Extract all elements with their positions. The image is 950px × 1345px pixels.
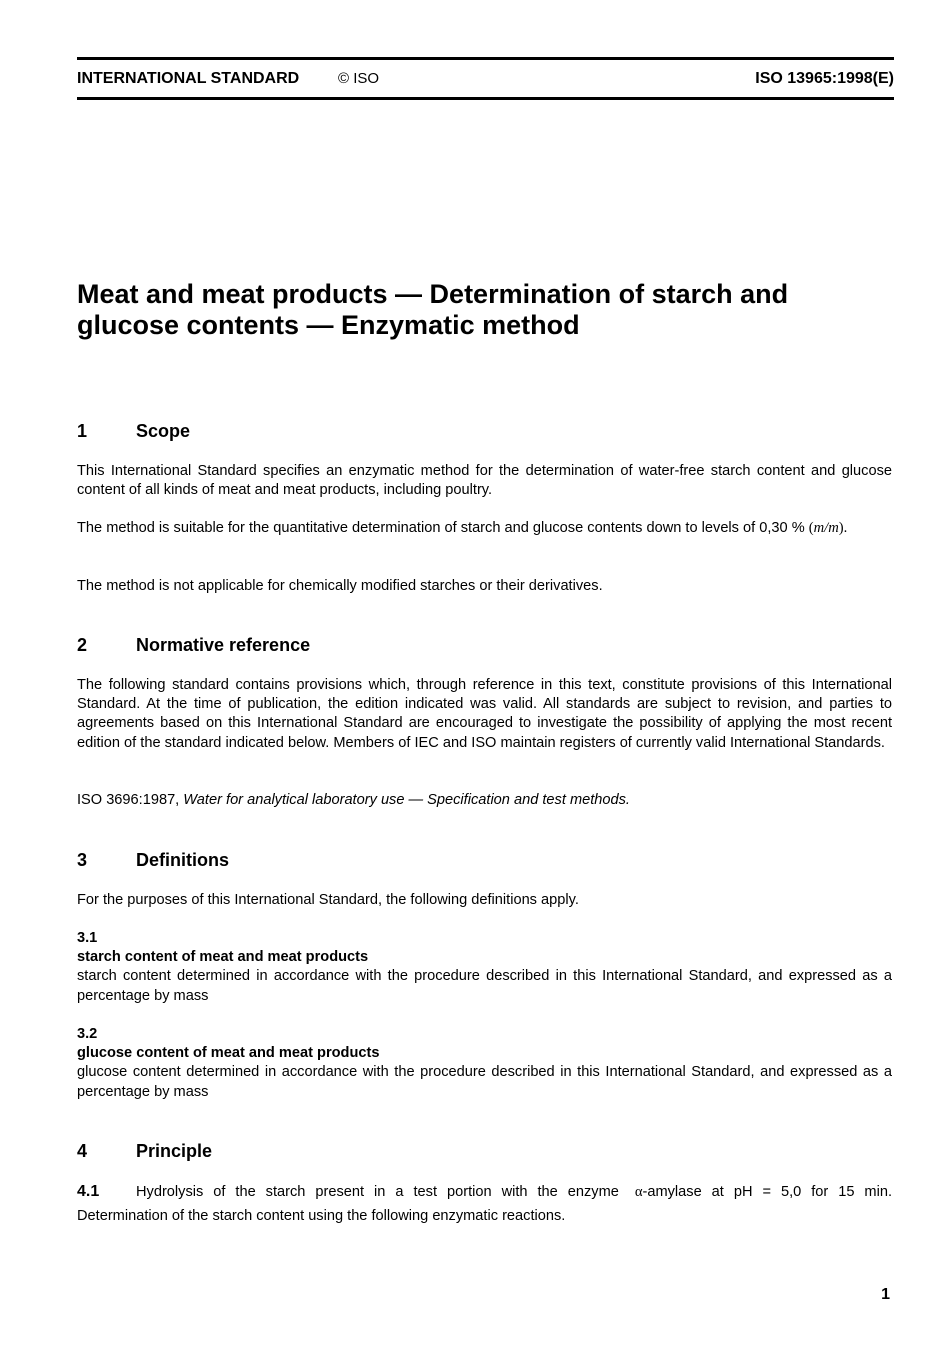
clause-text-a: Hydrolysis of the starch present in a test portion with the enzyme [136,1184,629,1200]
section-title: Normative reference [136,635,311,655]
section-number: 2 [77,635,88,655]
term-definition: starch content determined in accordance with the procedure described in this International Standard, and expressed as a percentage by mass [77,968,892,1004]
section-heading-definitions [77,849,894,871]
document-title [77,279,894,341]
section-title: Scope [136,421,191,441]
reference-id: ISO 3696:1987, [77,792,184,808]
header-bottom-rule [77,97,894,100]
definition-3-1 [77,929,892,1006]
section-heading-principle [77,1140,894,1162]
header-top-rule [77,57,894,60]
header-copyright: © ISO [338,70,380,87]
principle-clause-4-1-line-1 [77,1182,892,1202]
term-number: 3.1 [77,930,98,946]
section-title: Definitions [136,850,229,870]
section-number: 1 [77,421,88,441]
paren-close: ). [838,520,848,536]
definitions-intro: For the purposes of this International Standard, the following definitions apply. [77,892,579,908]
term-number: 3.2 [77,1026,98,1042]
scope-paragraph-2 [77,519,892,538]
term-definition: glucose content determined in accordance with the procedure described in this International Standard, and expressed as a percentage by mass [77,1064,892,1100]
paren-open: ( [808,520,814,536]
normative-paragraph: The following standard contains provisions which, through reference in this text, constitute provisions of this International Standard. At the time of publication, the edition indicated was valid. All standards are subject to revision, and parties to agreements based on this International Standard are encouraged to investigate the possibility of applying the most recent edition of the standard indicated below. Members of IEC and ISO maintain registers of currently valid International Standards. [77,677,892,751]
section-number: 4 [77,1141,88,1161]
header-doc-id: ISO 13965:1998(E) [755,70,894,87]
page-number: 1 [881,1286,890,1303]
header-doc-type: INTERNATIONAL STANDARD [77,70,300,87]
clause-text-b: -amylase at pH = 5,0 for 15 min. [642,1184,892,1200]
title-line-1: Meat and meat products — Determination of starch and [77,279,789,309]
reference-title: Water for analytical laboratory use — Specification and test methods. [183,792,630,808]
term-title: glucose content of meat and meat products [77,1045,380,1062]
scope-p2-text: The method is suitable for the quantitative determination of starch and glucose contents down to levels of 0,30 % [77,520,809,536]
section-heading-scope [77,420,894,442]
definition-3-2 [77,1025,892,1102]
clause-number: 4.1 [77,1183,100,1200]
title-line-2: glucose contents — Enzymatic method [77,310,580,340]
term-title: starch content of meat and meat products [77,949,369,966]
principle-clause-4-1-line-2: Determination of the starch content using the following enzymatic reactions. [77,1208,566,1224]
section-title: Principle [136,1141,213,1161]
scope-paragraph-3: The method is not applicable for chemically modified starches or their derivatives. [77,578,603,594]
scope-paragraph-1: This International Standard specifies an enzymatic method for the determination of water-free starch content and glucose content of all kinds of meat and meat products, including poultry. [77,463,892,499]
section-heading-normative [77,634,894,656]
mass-fraction-unit: m/m [813,520,839,536]
normative-reference-item [77,791,892,810]
section-number: 3 [77,850,88,870]
alpha-symbol: α [634,1184,643,1200]
